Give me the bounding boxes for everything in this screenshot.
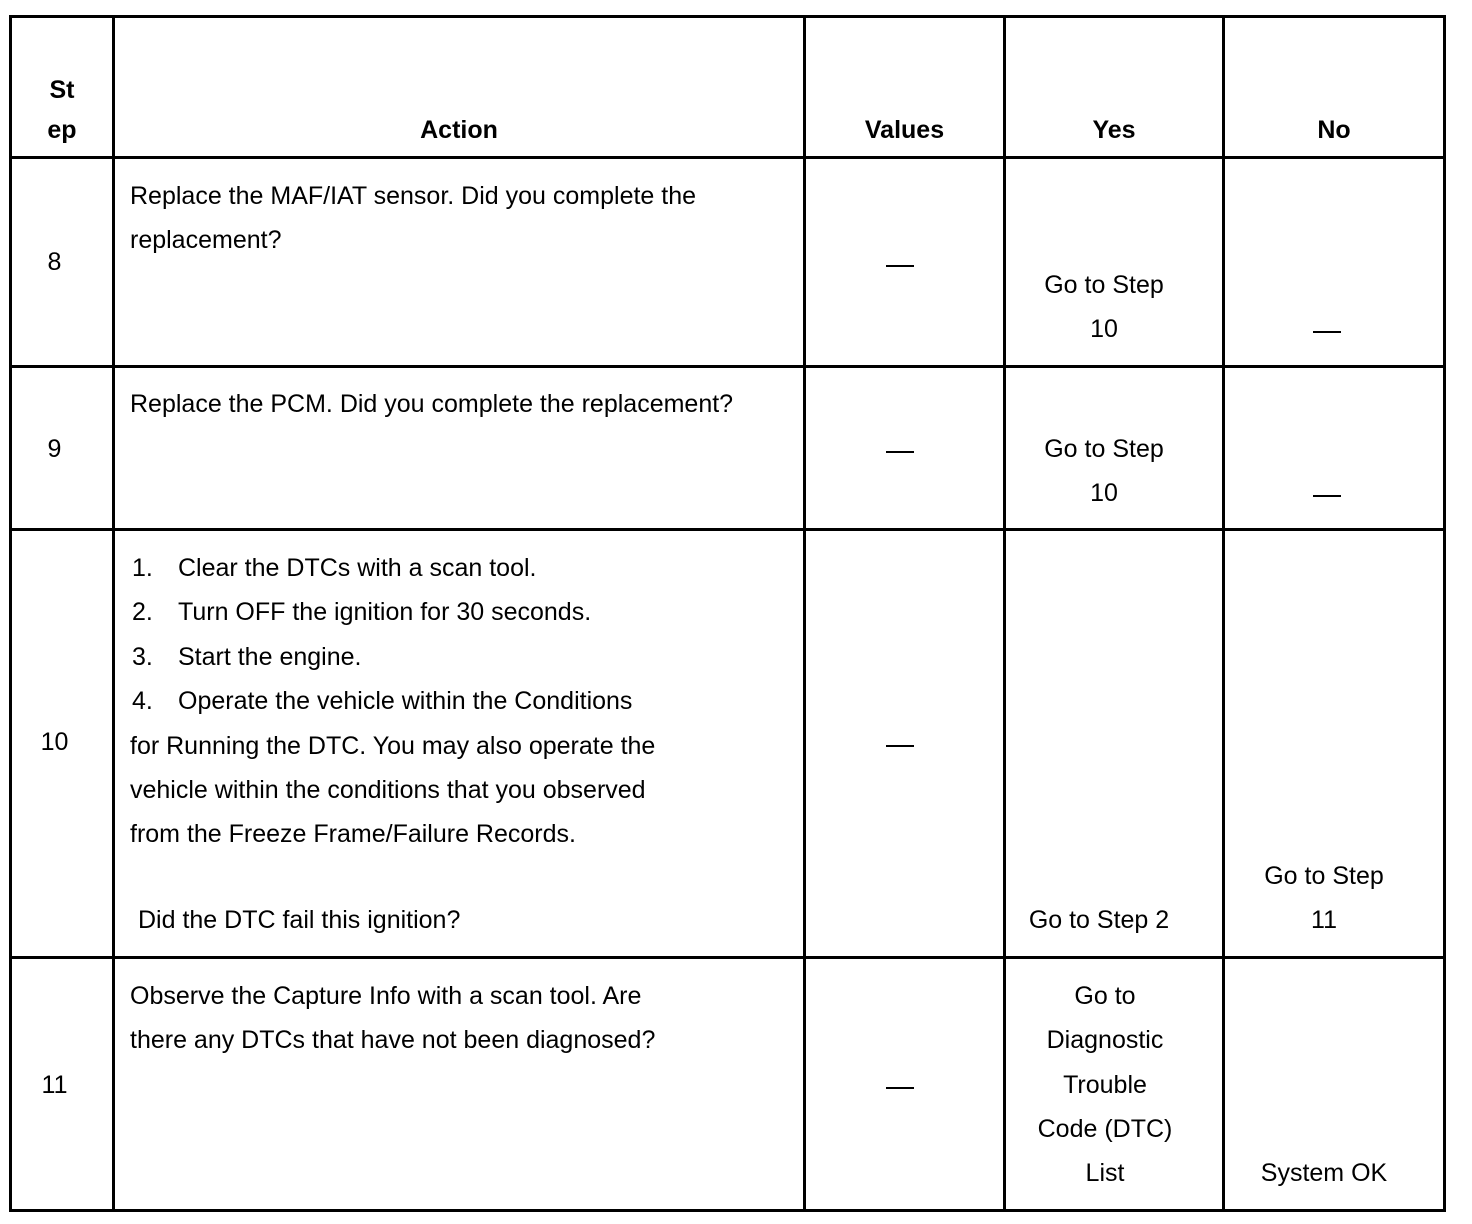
- row-9-bottom-border: [9, 528, 1446, 531]
- step-number: 11: [41, 1071, 68, 1099]
- yes-link[interactable]: 10: [1090, 479, 1118, 507]
- yes-link[interactable]: Code (DTC): [1037, 1115, 1173, 1143]
- yes-link[interactable]: Go to Step 2: [1028, 906, 1170, 934]
- no-dash: [1313, 495, 1341, 497]
- step-number: 8: [47, 248, 62, 276]
- no-result: System OK: [1260, 1159, 1388, 1187]
- yes-link[interactable]: 10: [1090, 315, 1118, 343]
- list-item-text: Operate the vehicle within the Conditions: [178, 687, 633, 715]
- action-text: from the Freeze Frame/Failure Records.: [130, 820, 576, 848]
- list-item-number: 2.: [132, 598, 153, 626]
- values-dash: [886, 1087, 914, 1089]
- list-item-number: 3.: [132, 643, 153, 671]
- no-link[interactable]: Go to Step: [1264, 862, 1384, 890]
- action-question: Did the DTC fail this ignition?: [138, 906, 461, 934]
- action-text: there any DTCs that have not been diagnosed?: [130, 1026, 656, 1054]
- column-divider-step-action: [112, 15, 115, 1212]
- header-action: Action: [420, 116, 498, 144]
- values-dash: [886, 745, 914, 747]
- action-text: vehicle within the conditions that you observed: [130, 776, 646, 804]
- action-text: Observe the Capture Info with a scan tool. Are: [130, 982, 642, 1010]
- list-item-number: 1.: [132, 554, 153, 582]
- yes-link[interactable]: Go to Step: [1044, 435, 1164, 463]
- column-divider-action-values: [803, 15, 806, 1212]
- header-bottom-border: [9, 156, 1446, 159]
- list-item-number: 4.: [132, 687, 153, 715]
- step-number: 10: [40, 728, 69, 756]
- action-text: Replace the MAF/IAT sensor. Did you complete the: [130, 182, 697, 210]
- table-border-bottom: [9, 1209, 1446, 1212]
- row-10-bottom-border: [9, 956, 1446, 959]
- yes-link[interactable]: List: [1085, 1159, 1125, 1187]
- no-link[interactable]: 11: [1311, 906, 1337, 934]
- no-dash: [1313, 331, 1341, 333]
- list-item-text: Turn OFF the ignition for 30 seconds.: [178, 598, 592, 626]
- table-border-top: [9, 15, 1446, 18]
- table-border-left: [9, 15, 12, 1212]
- table-border-right: [1443, 15, 1446, 1212]
- header-values: Values: [864, 116, 945, 144]
- step-number: 9: [47, 435, 62, 463]
- header-no: No: [1317, 116, 1351, 144]
- header-yes: Yes: [1092, 116, 1136, 144]
- action-text: Replace the PCM. Did you complete the replacement?: [130, 390, 734, 418]
- list-item-text: Start the engine.: [178, 643, 362, 671]
- action-text: for Running the DTC. You may also operate the: [130, 732, 656, 760]
- column-divider-yes-no: [1222, 15, 1225, 1212]
- yes-link[interactable]: Go to Step: [1044, 271, 1164, 299]
- list-item-text: Clear the DTCs with a scan tool.: [178, 554, 537, 582]
- values-dash: [886, 265, 914, 267]
- yes-link[interactable]: Trouble: [1063, 1071, 1147, 1099]
- row-8-bottom-border: [9, 365, 1446, 368]
- yes-link[interactable]: Go to: [1074, 982, 1136, 1010]
- yes-link[interactable]: Diagnostic: [1046, 1026, 1164, 1054]
- action-text: replacement?: [130, 226, 282, 254]
- header-step: St ep: [47, 76, 77, 144]
- values-dash: [886, 451, 914, 453]
